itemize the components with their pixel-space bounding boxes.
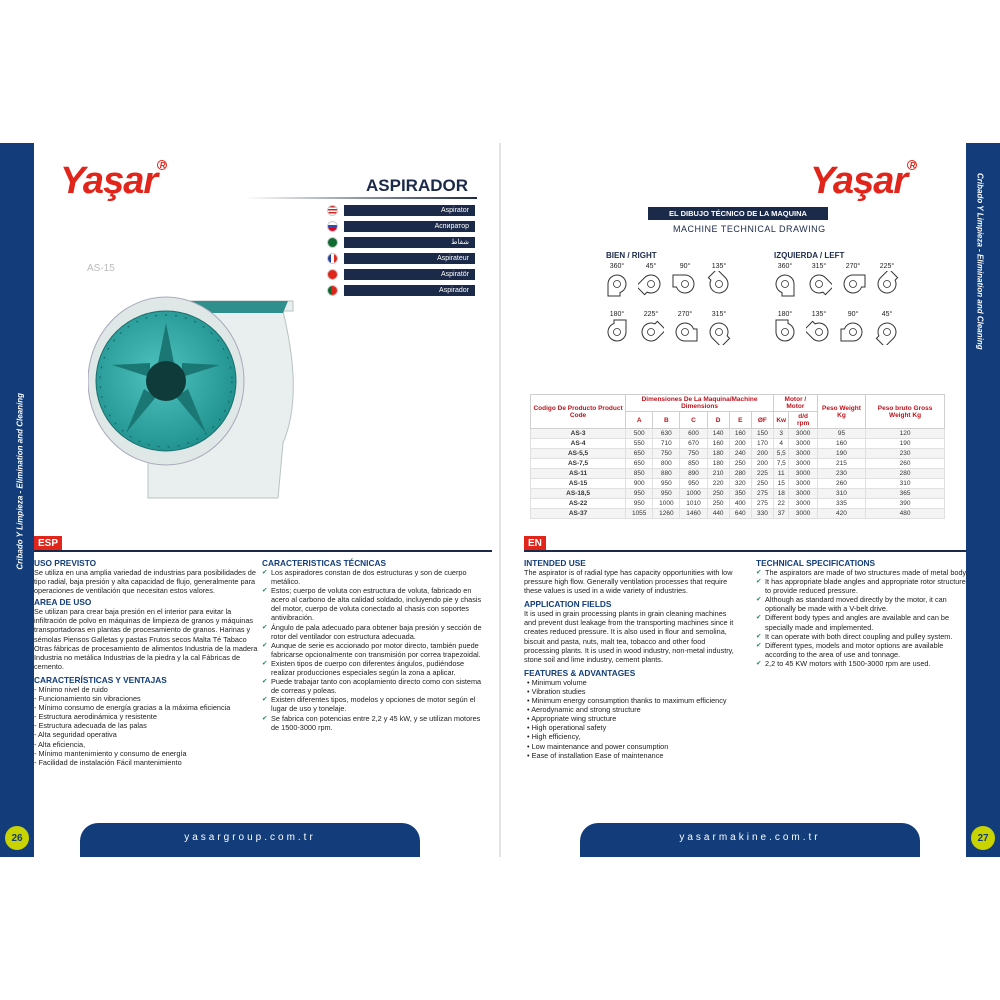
list-item: ✔ Although as standard moved directly by the motor, it can optionally be made with a V-belt drive. xyxy=(756,595,970,613)
angle-label: 45° xyxy=(645,263,657,270)
rotation-diagram xyxy=(672,311,698,345)
lang-label: Aspirator xyxy=(344,205,475,216)
angle-label: 180° xyxy=(609,311,625,318)
table-cell: 3000 xyxy=(789,449,817,459)
product-code-cell: AS-15 xyxy=(531,479,626,489)
esp-tec-list xyxy=(262,568,482,732)
table-cell: 3000 xyxy=(789,439,817,449)
table-cell: 750 xyxy=(653,449,680,459)
fan-housing-icon xyxy=(806,319,832,345)
table-cell: 3000 xyxy=(789,429,817,439)
fan-housing-icon xyxy=(672,271,698,297)
table-cell: 180 xyxy=(707,449,729,459)
th-motor: Motor / Motor xyxy=(773,395,817,412)
th-gross-weight: Peso bruto Gross Weight Kg xyxy=(866,395,945,429)
en-tech-heading: TECHNICAL SPECIFICATIONS xyxy=(756,558,876,568)
fan-housing-icon xyxy=(772,319,798,345)
list-item: ✔ Different types, models and motor options are available according to the area of use and tonnage. xyxy=(756,641,970,659)
angle-label: 135° xyxy=(711,263,727,270)
table-cell: 7,5 xyxy=(773,459,789,469)
table-cell: 890 xyxy=(680,469,707,479)
en-use-heading: INTENDED USE xyxy=(524,558,586,568)
table-cell: 950 xyxy=(653,479,680,489)
table-cell: 420 xyxy=(817,509,865,519)
table-cell: 95 xyxy=(817,429,865,439)
rotation-diagram xyxy=(874,311,900,345)
table-cell: 220 xyxy=(707,479,729,489)
product-code-cell: AS-22 xyxy=(531,499,626,509)
brand-logo-right: Yaşar $^R$ xyxy=(810,160,917,203)
angle-label: 90° xyxy=(847,311,859,318)
en-tech-list xyxy=(756,568,970,668)
en-feat-list xyxy=(524,678,740,760)
table-cell: 250 xyxy=(751,479,773,489)
table-cell: 225 xyxy=(751,469,773,479)
list-item: - Mínimo consumo de energía gracias a la máxima eficiencia xyxy=(34,703,231,713)
table-cell: 3000 xyxy=(789,469,817,479)
rotation-diagram xyxy=(672,263,698,297)
table-cell: 250 xyxy=(707,489,729,499)
table-cell: 500 xyxy=(626,429,653,439)
table-cell: 3000 xyxy=(789,459,817,469)
table-cell: 710 xyxy=(653,439,680,449)
fan-housing-icon xyxy=(604,271,630,297)
th-weight: Peso Weight Kg xyxy=(817,395,865,429)
table-cell: 365 xyxy=(866,489,945,499)
tech-drawing-banner: EL DIBUJO TÉCNICO DE LA MAQUINA xyxy=(648,207,828,220)
table-cell: 1260 xyxy=(653,509,680,519)
lang-label: Aspirador xyxy=(344,285,475,296)
table-cell: 240 xyxy=(729,449,751,459)
rotation-diagram xyxy=(604,311,630,345)
table-cell: 15 xyxy=(773,479,789,489)
table-cell: 230 xyxy=(866,449,945,459)
list-item: - Alta eficiencia, xyxy=(34,739,86,749)
table-cell: 950 xyxy=(626,499,653,509)
table-cell: 350 xyxy=(729,489,751,499)
product-code-cell: AS-3 xyxy=(531,429,626,439)
sa-flag-icon xyxy=(327,237,338,248)
list-item: ✔ Estos; cuerpo de voluta con estructura de voluta, fabricado en acero al carbono de alta calidad soldado, incluyendo pie y chasis del motor, cuerpo de voluta conectado al chasis con soportes antivibración. xyxy=(262,586,482,622)
table-cell: 335 xyxy=(817,499,865,509)
angle-label: 90° xyxy=(679,263,691,270)
table-cell: 190 xyxy=(817,449,865,459)
list-item: - Alta seguridad operativa xyxy=(34,730,117,740)
product-code-cell: AS-5,5 xyxy=(531,449,626,459)
ru-flag-icon xyxy=(327,221,338,232)
table-cell: 200 xyxy=(729,439,751,449)
list-item: • Minimum volume xyxy=(527,678,740,687)
table-row xyxy=(531,469,945,479)
list-item: - Estructura aerodinámica y resistente xyxy=(34,712,157,722)
rotation-diagram xyxy=(772,311,798,345)
table-cell: 140 xyxy=(707,429,729,439)
table-cell: 260 xyxy=(866,459,945,469)
en-feat-heading: FEATURES & ADVANTAGES xyxy=(524,667,636,678)
product-title: ASPIRADOR xyxy=(366,176,469,195)
title-underline xyxy=(245,197,477,199)
th-sub: D xyxy=(707,412,729,429)
table-cell: 3000 xyxy=(789,509,817,519)
th-sub: d/d rpm xyxy=(789,412,817,429)
esp-area-heading: AREA DE USO xyxy=(34,597,92,608)
list-item: - Mínimo nivel de ruido xyxy=(34,684,108,694)
table-row xyxy=(531,509,945,519)
table-cell: 3000 xyxy=(789,499,817,509)
page-gutter xyxy=(499,143,501,857)
table-cell: 440 xyxy=(707,509,729,519)
specifications-table xyxy=(530,394,945,519)
en-column-2 xyxy=(756,556,970,668)
list-item: ✔ Los aspiradores constan de dos estructuras y son de cuerpo metálico. xyxy=(262,568,482,586)
angle-label: 225° xyxy=(643,311,659,318)
table-cell: 170 xyxy=(751,439,773,449)
rotation-diagram xyxy=(840,311,866,345)
esp-tec-heading: CARACTERISTICAS TÉCNICAS xyxy=(262,558,386,568)
table-cell: 850 xyxy=(680,459,707,469)
esp-section-line xyxy=(34,550,492,552)
table-cell: 250 xyxy=(707,499,729,509)
th-sub: A xyxy=(626,412,653,429)
list-item: - Facilidad de instalación Fácil mantenimiento xyxy=(34,757,182,767)
angle-label: 270° xyxy=(677,311,693,318)
table-cell: 670 xyxy=(680,439,707,449)
angle-label: 360° xyxy=(609,263,625,270)
list-item: • Minimum energy consumption thanks to maximum efficiency xyxy=(527,696,740,705)
lang-row-sa xyxy=(327,236,475,248)
list-item: ✔ Ángulo de pala adecuado para obtener baja presión y sección de rotor del ventilador con estructura adecuada. xyxy=(262,623,482,641)
table-cell: 200 xyxy=(751,459,773,469)
rotation-diagram xyxy=(706,263,732,297)
th-sub: ØF xyxy=(751,412,773,429)
page-number-right: 27 xyxy=(971,826,995,850)
table-cell: 330 xyxy=(751,509,773,519)
table-cell: 37 xyxy=(773,509,789,519)
angle-label: 45° xyxy=(881,311,893,318)
left-sidebar-text: Cribado Y Limpieza - Elimination and Cleaning xyxy=(15,393,25,570)
table-cell: 1000 xyxy=(653,499,680,509)
table-cell: 750 xyxy=(680,449,707,459)
th-code: Codigo De Producto Product Code xyxy=(531,395,626,429)
aspirator-fan-image xyxy=(88,293,303,503)
list-item: • Vibration studies xyxy=(527,687,740,696)
tech-drawing-subtitle: MACHINE TECHNICAL DRAWING xyxy=(673,224,826,234)
rotation-diagram xyxy=(638,311,664,345)
lang-row-ru xyxy=(327,220,475,232)
table-cell: 3000 xyxy=(789,489,817,499)
table-cell: 275 xyxy=(751,489,773,499)
rotation-diagram xyxy=(874,263,900,297)
product-code-cell: AS-11 xyxy=(531,469,626,479)
table-cell: 260 xyxy=(817,479,865,489)
product-code-cell: AS-18,5 xyxy=(531,489,626,499)
table-cell: 160 xyxy=(707,439,729,449)
brand-logo-left: Yaşar $^R$ xyxy=(60,160,167,203)
en-section-line xyxy=(524,550,966,552)
footer-url-left[interactable]: yasargroup.com.tr xyxy=(184,832,316,843)
table-cell: 950 xyxy=(626,489,653,499)
list-item: ✔ Existen tipos de cuerpo con diferentes ángulos, pudiéndose realizar producciones especiales según la zona a aplicar. xyxy=(262,659,482,677)
table-cell: 11 xyxy=(773,469,789,479)
table-row xyxy=(531,439,945,449)
table-cell: 950 xyxy=(680,479,707,489)
table-cell: 900 xyxy=(626,479,653,489)
model-label: AS-15 xyxy=(87,263,115,274)
product-code-cell: AS-7,5 xyxy=(531,459,626,469)
lang-label: Aspirateur xyxy=(344,253,475,264)
esp-uso-heading: USO PREVISTO xyxy=(34,558,97,568)
lang-row-fr xyxy=(327,252,475,264)
tr-flag-icon xyxy=(327,269,338,280)
table-cell: 400 xyxy=(729,499,751,509)
table-cell: 310 xyxy=(866,479,945,489)
list-item: ✔ The aspirators are made of two structures made of metal body. xyxy=(756,568,970,577)
table-row xyxy=(531,459,945,469)
esp-column-1 xyxy=(34,556,258,767)
brand-text: Yaşar xyxy=(810,160,908,202)
table-cell: 150 xyxy=(751,429,773,439)
table-cell: 650 xyxy=(626,449,653,459)
fan-housing-icon xyxy=(638,319,664,345)
left-sidebar xyxy=(0,143,34,857)
esp-uso-text: Se utiliza en una amplia variedad de industrias para posibilidades de tipo radial, baja presión y alta capacidad de flujo, generalmente para operaciones de ventilación que necesitan estos valores. xyxy=(34,568,256,596)
footer-left xyxy=(80,823,420,857)
th-sub: E xyxy=(729,412,751,429)
table-cell: 880 xyxy=(653,469,680,479)
list-item: ✔ It can operate with both direct coupling and pulley system. xyxy=(756,632,970,641)
angle-label: 315° xyxy=(711,311,727,318)
list-item: - Mínimo mantenimiento y consumo de energía xyxy=(34,748,187,758)
table-cell: 390 xyxy=(866,499,945,509)
angle-label: 180° xyxy=(777,311,793,318)
fan-housing-icon xyxy=(706,271,732,297)
right-direction-label: BIEN / RIGHT xyxy=(606,251,657,260)
table-cell: 550 xyxy=(626,439,653,449)
list-item: • High efficiency, xyxy=(527,732,740,741)
table-cell: 280 xyxy=(866,469,945,479)
list-item: ✔ Existen diferentes tipos, modelos y opciones de motor según el lugar de uso y tonelaje. xyxy=(262,695,482,713)
table-cell: 630 xyxy=(653,429,680,439)
table-cell: 1055 xyxy=(626,509,653,519)
fan-housing-icon xyxy=(874,271,900,297)
en-app-text: It is used in grain processing plants in grain cleaning machines and prevent dust leakage from the transporting machines since it creates reduced pressure. It is also used in flour and semolina, biscuit and pasta, nuts, malt tea, tobacco and other food processing plants. It is used in wood industry, non-metal industry, stone soil and lime industry, cement plants. xyxy=(524,609,734,664)
en-use-text: The aspirator is of radial type has capacity opportunities with low pressure high flow. Generally ventilation processes that require these values is used in a wide variety of industries. xyxy=(524,568,733,596)
fan-housing-icon xyxy=(772,271,798,297)
angle-label: 225° xyxy=(879,263,895,270)
esp-car-list xyxy=(34,685,258,767)
esp-car-heading: CARACTERÍSTICAS Y VENTAJAS xyxy=(34,674,167,685)
rotation-diagram xyxy=(806,263,832,297)
brand-text: Yaşar xyxy=(60,160,158,202)
list-item: • Low maintenance and power consumption xyxy=(527,742,740,751)
table-cell: 190 xyxy=(866,439,945,449)
en-column-1 xyxy=(524,556,740,760)
table-cell: 275 xyxy=(751,499,773,509)
fan-housing-icon xyxy=(840,271,866,297)
product-code-cell: AS-4 xyxy=(531,439,626,449)
list-item: • High operational safety xyxy=(527,723,740,732)
rotation-diagram xyxy=(604,263,630,297)
en-section-tab: EN xyxy=(524,536,546,551)
list-item: ✔ 2,2 to 45 KW motors with 1500-3000 rpm are used. xyxy=(756,659,970,668)
th-sub: C xyxy=(680,412,707,429)
table-cell: 230 xyxy=(817,469,865,479)
fan-housing-icon xyxy=(806,271,832,297)
table-cell: 320 xyxy=(729,479,751,489)
th-sub: B xyxy=(653,412,680,429)
table-cell: 650 xyxy=(626,459,653,469)
table-row xyxy=(531,499,945,509)
rotation-diagram xyxy=(840,263,866,297)
table-cell: 1460 xyxy=(680,509,707,519)
table-cell: 22 xyxy=(773,499,789,509)
list-item: - Estructura adecuada de las palas xyxy=(34,721,147,731)
table-cell: 280 xyxy=(729,469,751,479)
lang-label: Aspiratör xyxy=(344,269,475,280)
rotation-diagram xyxy=(638,263,664,297)
table-row xyxy=(531,449,945,459)
rotation-diagram xyxy=(772,263,798,297)
table-cell: 5,5 xyxy=(773,449,789,459)
table-cell: 160 xyxy=(817,439,865,449)
table-cell: 120 xyxy=(866,429,945,439)
fan-housing-icon xyxy=(638,271,664,297)
table-cell: 210 xyxy=(707,469,729,479)
rotation-diagram xyxy=(706,311,732,345)
footer-right xyxy=(580,823,920,857)
rotation-diagram xyxy=(806,311,832,345)
angle-label: 360° xyxy=(777,263,793,270)
table-cell: 3 xyxy=(773,429,789,439)
table-cell: 640 xyxy=(729,509,751,519)
fan-housing-icon xyxy=(604,319,630,345)
table-cell: 215 xyxy=(817,459,865,469)
esp-column-2 xyxy=(262,556,482,732)
table-cell: 600 xyxy=(680,429,707,439)
table-cell: 1010 xyxy=(680,499,707,509)
th-sub: Kw xyxy=(773,412,789,429)
table-cell: 950 xyxy=(653,489,680,499)
left-direction-label: IZQUIERDA / LEFT xyxy=(774,251,845,260)
lang-label: Аспиратор xyxy=(344,221,475,232)
us-flag-icon xyxy=(327,205,338,216)
angle-label: 270° xyxy=(845,263,861,270)
table-cell: 310 xyxy=(817,489,865,499)
lang-row-tr xyxy=(327,268,475,280)
table-cell: 800 xyxy=(653,459,680,469)
right-sidebar xyxy=(966,143,1000,857)
list-item: ✔ Puede trabajar tanto con acoplamiento directo como con sistema de correas y poleas. xyxy=(262,677,482,695)
table-cell: 200 xyxy=(751,449,773,459)
angle-label: 135° xyxy=(811,311,827,318)
table-cell: 850 xyxy=(626,469,653,479)
esp-section-tab: ESP xyxy=(34,536,62,551)
table-cell: 480 xyxy=(866,509,945,519)
product-code-cell: AS-37 xyxy=(531,509,626,519)
table-row xyxy=(531,489,945,499)
page-number-left: 26 xyxy=(5,826,29,850)
list-item: ✔ It has appropriate blade angles and appropriate rotor structure to provide reduced pressure. xyxy=(756,577,970,595)
th-dims: Dimensiones De La Maquina/Machine Dimensions xyxy=(626,395,774,412)
table-row xyxy=(531,479,945,489)
table-row xyxy=(531,429,945,439)
angle-label: 315° xyxy=(811,263,827,270)
table-cell: 180 xyxy=(707,459,729,469)
fan-housing-icon xyxy=(706,319,732,345)
list-item: • Appropriate wing structure xyxy=(527,714,740,723)
footer-url-right[interactable]: yasarmakine.com.tr xyxy=(679,832,821,843)
list-item: • Ease of installation Ease of maintenance xyxy=(527,751,740,760)
list-item: ✔ Se fabrica con potencias entre 2,2 y 45 kW, y se utilizan motores de 1500-3000 rpm. xyxy=(262,714,482,732)
list-item: - Funcionamiento sin vibraciones xyxy=(34,694,141,704)
fan-housing-icon xyxy=(672,319,698,345)
table-cell: 160 xyxy=(729,429,751,439)
brochure-spread xyxy=(0,143,1000,857)
esp-area-text: Se utilizan para crear baja presión en el interior para evitar la infiltración de polvo en máquinas de limpieza de granos y máquinas transportadoras en plantas de procesamiento de granos. Harinas y sémolas Piensos Galletas y pastas Frutos secos Malta Té Tabaco Otras fábricas de procesamiento de alimentos Industria de la madera Industria no metálica Industrias de la piedra y la cal Fábricas de cemento. xyxy=(34,607,258,671)
list-item: ✔ Aunque de serie es accionado por motor directo, también puede fabricarse opcionalmente con transmisión por correa trapezoidal. xyxy=(262,641,482,659)
table-cell: 250 xyxy=(729,459,751,469)
table-cell: 4 xyxy=(773,439,789,449)
list-item: ✔ Different body types and angles are available and can be specially made and implemented. xyxy=(756,613,970,631)
right-sidebar-text: Cribado Y Limpieza - Elimination and Cleaning xyxy=(975,173,985,350)
lang-label: شفاط xyxy=(344,237,475,248)
table-cell: 1000 xyxy=(680,489,707,499)
fr-flag-icon xyxy=(327,253,338,264)
fan-housing-icon xyxy=(874,319,900,345)
list-item: • Aerodynamic and strong structure xyxy=(527,705,740,714)
lang-row-pt xyxy=(327,284,475,296)
lang-row-us xyxy=(327,204,475,216)
en-app-heading: APPLICATION FIELDS xyxy=(524,599,612,610)
pt-flag-icon xyxy=(327,285,338,296)
table-cell: 18 xyxy=(773,489,789,499)
table-cell: 3000 xyxy=(789,479,817,489)
fan-housing-icon xyxy=(840,319,866,345)
